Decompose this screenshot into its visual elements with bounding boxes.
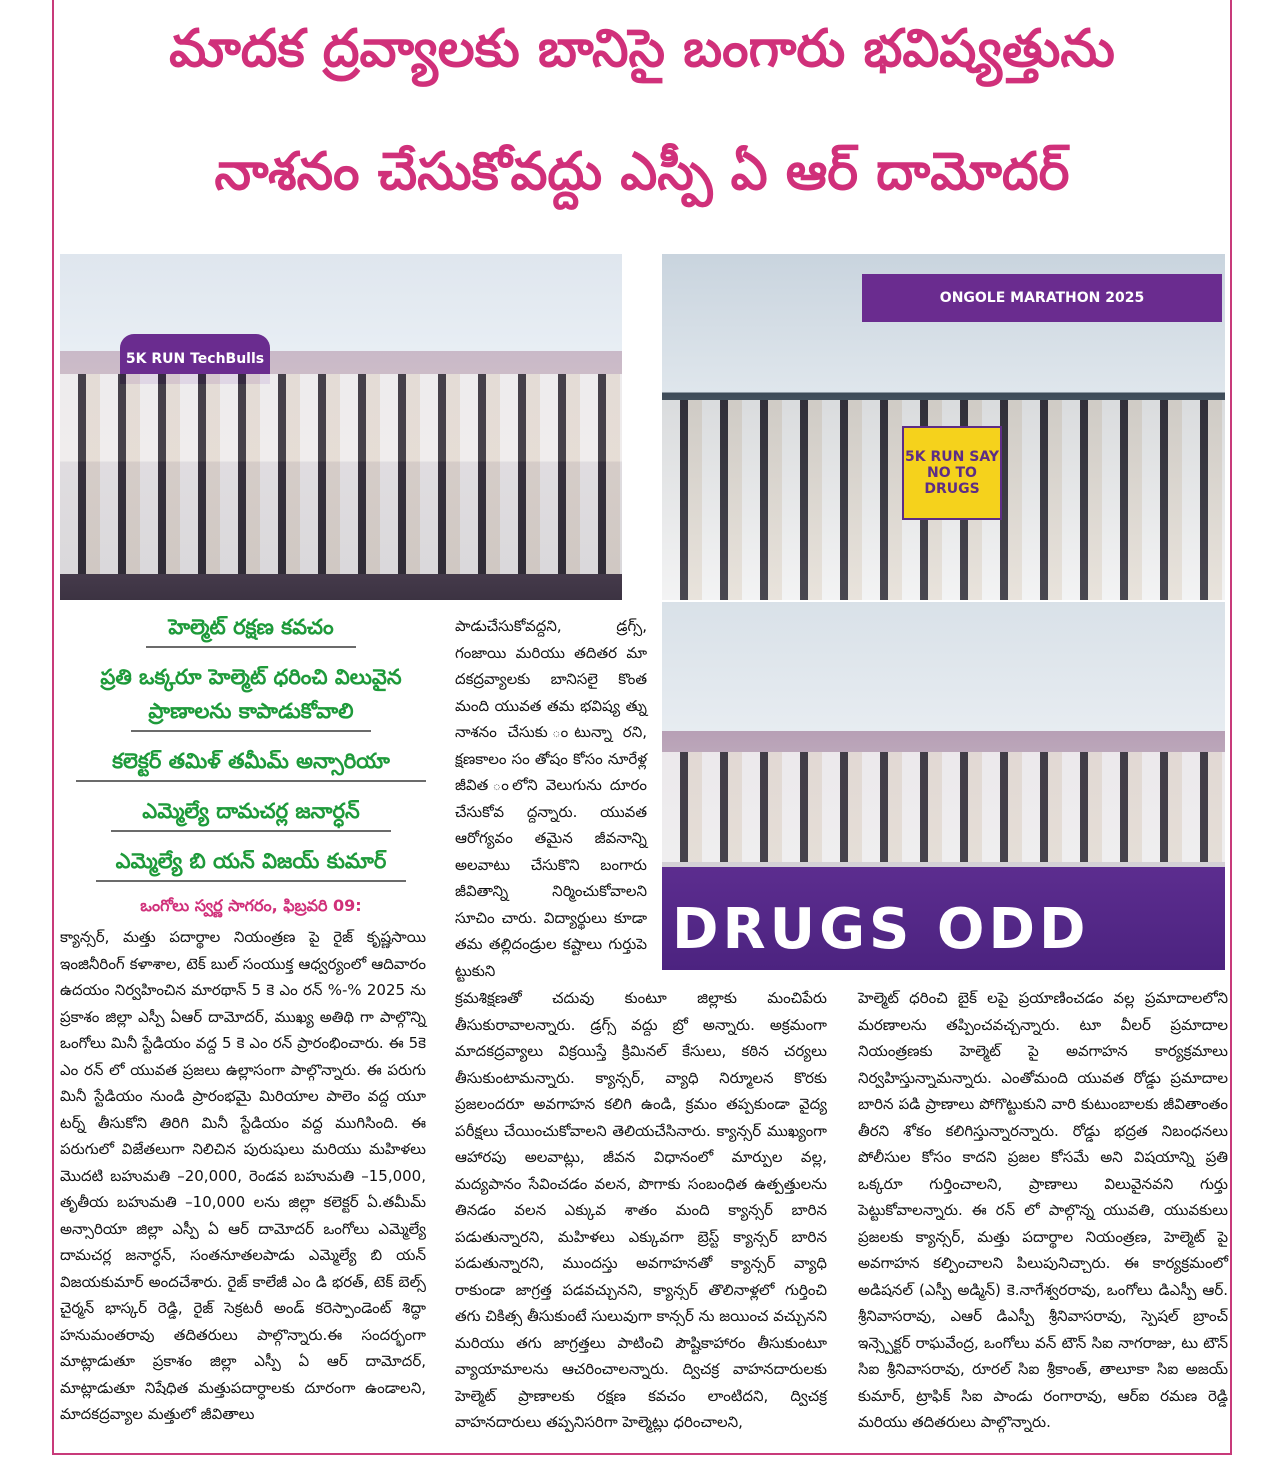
subheading-6: ఎమ్మెల్యే బి యన్ విజయ్ కుమార్ (96, 846, 406, 882)
photo3-banner-text: DRUGS ODD (672, 897, 1090, 962)
photo1-banner: 5K RUN TechBulls (120, 334, 270, 384)
subheading-4: కలెక్టర్ తమిళ్ తమీమ్ అన్సారియా (76, 746, 426, 782)
photo2-sign: 5K RUN SAY NO TO DRUGS (902, 426, 1002, 520)
article-column-1: క్యాన్సర్, మత్తు పదార్థాల నియంత్రణ పై రైజ్ కృష్ణసాయి ఇంజినీరింగ్ కళాశాల, టెక్ బుల్ సంయుక్త ఆధ్వర్యంలో ఆదివారం ఉదయం నిర్వహించిన మారథాన్ 5 కె ఎం రన్ %-% 2025 ను ప్రకాశం జిల్లా ఎస్పీ ఏఆర్ దామోదర్, ముఖ్య అతిథి గా పాల్గొన్ని ఒంగోలు మినీ స్టేడియం వద్ద 5 కె ఎం రన్ ప్రారంభించారు. ఈ 5కె ఎం రన్ లో యువత ప్రజలు ఉల్లాసంగా పాల్గొన్నారు. ఈ పరుగు మినీ స్టేడియం నుండి ప్రారంభమై మిరియాల పాలెం వద్ద యూ టర్న్ తీసుకోని తిరిగి మినీ స్టేడియం వద్ద ముగిసింది. ఈ పరుగులో విజేతలుగా నిలిచిన పురుషులు మరియు మహిళలు మొదటి బహుమతి –20,000, రెండవ బహుమతి –15,000, తృతీయ బహుమతి –10,000 లను జిల్లా కలెక్టర్ ఏ.తమీమ్ అన్సారియా జిల్లా ఎస్పీ ఏ ఆర్ దామోదర్ ఒంగోలు ఎమ్మెల్యే దామచర్ల జనార్ధన్, సంతనూతలపాడు ఎమ్మెల్యే బి యన్ విజయకుమార్ అందచేశారు. రైజ్ కాలేజీ ఎం డి భరత్, టెక్ బెల్స్ చైర్మన్ భాస్కర్ రెడ్డి, రైజ్ సెక్రటరీ అండ్ కరెస్పాండెంట్ శిద్ధా హనుమంతరావు తదితరులు పాల్గొన్నారు.ఈ సందర్భంగా మాట్లాడుతూ ప్రకాశం జిల్లా ఎస్పీ ఏ ఆర్ దామోదర్, మాట్లాడుతూ నిషేధిత మత్తుపదార్ధాలకు దూరంగా ఉండాలని, మాదకద్రవ్యాల మత్తులో జీవితాలు (60, 928, 426, 1423)
subheading-5: ఎమ్మెల్యే దామచర్ల జనార్ధన్ (111, 796, 391, 832)
photo3-people (662, 752, 1225, 862)
subheading-2: ప్రతి ఒక్కరూ హెల్మెట్ ధరించి విలువైన (100, 665, 402, 689)
photo-marathon-crowd (662, 254, 1225, 600)
dateline: ఒంగోలు స్వర్ణ సాగరం, ఫిబ్రవరి 09: (140, 896, 362, 915)
headline-line-1: మాదక ద్రవ్యాలకు బానిసై బంగారు భవిష్యత్తును (169, 19, 1115, 79)
subheading-1: హెల్మెట్ రక్షణ కవచం (146, 612, 356, 648)
subheadings (60, 612, 442, 919)
article-column-2-top: పాడుచేసుకోవద్దని, డ్రగ్స్, గంజాయి మరియు తదితర మా దకద్రవ్యాలకు బానిసలై కొంత మంది యువత తమ భవిష్య త్ను నాశనం చేసుకు ంటున్నా రని, క్షణకాలం సం తోషం కోసం నూరేళ్ల జీవిత ంలోని వెలుగును దూరం చేసుకోవ ద్దన్నారు. యువత ఆరోగ్యవం తమైన జీవనాన్ని అలవాటు చేసుకొని బంగారు జీవితాన్ని నిర్మించుకోవాలని సూచిం చారు. విద్యార్థులు కూడా తమ తల్లిదండ్రుల కష్టాలు గుర్తుపె ట్టుకుని (455, 617, 647, 980)
article-column-3: హెల్మెట్ ధరించి బైక్ లపై ప్రయాణించడం వల్ల ప్రమాదాలలోని మరణాలను తప్పించవచ్చన్నారు. టూ వీలర్ ప్రమాదాల నియంత్రణకు హెల్మెట్ పై అవగాహన కార్యక్రమాలు నిర్వహిస్తున్నామన్నారు. ఎంతోమంది యువత రోడ్డు ప్రమాదాల బారిన పడి ప్రాణాలు పోగొట్టుకుని వారి కుటుంబాలకు జీవితాంతం తీరని శోకం కలిగిస్తున్నారన్నారు. రోడ్డు భద్రత నిబంధనలు పోలీసుల కోసం కాదని ప్రజల కోసమే అని విషయాన్ని ప్రతి ఒక్కరూ గుర్తించాలని, ప్రాణాలు విలువైనవని గుర్తు పెట్టుకోవాలన్నారు. ఈ రన్ లో పాల్గొన్న యువతి, యువకులు ప్రజలకు క్యాన్సర్, మత్తు పదార్థాల నియంత్రణ, హెల్మెట్ పై అవగాహన కల్పించాలని పిలుపునిచ్చారు. ఈ కార్యక్రమంలో అడిషనల్ (ఎస్పీ అడ్మిన్) కె.నాగేశ్వరరావు, ఒంగోలు డిఎస్పీ ఆర్. శ్రీనివాసరావు, ఎఆర్ డిఎస్పీ శ్రీనివాసరావు, స్పెషల్ బ్రాంచ్ ఇన్స్పెక్టర్ రాఘవేంద్ర, ఒంగోలు వన్ టౌన్ సిఐ నాగరాజు, టు టౌన్ సిఐ శ్రీనివాసరావు, రూరల్ సిఐ శ్రీకాంత్, తాలూకా సిఐ అజయ్ కుమార్, ట్రాఫిక్ సిఐ పాండు రంగారావు, ఆర్ఐ రమణ రెడ్డి మరియు తదితరులు పాల్గొన్నారు. (858, 989, 1228, 1431)
photo2-arch: ONGOLE MARATHON 2025 (862, 274, 1222, 322)
photo1-people (60, 374, 622, 574)
photo-helmet-distribution (60, 254, 622, 600)
headline-line-2: నాశనం చేసుకోవద్దు ఎస్పీ ఏ ఆర్ దామోదర్ (214, 142, 1070, 202)
article-column-2-bottom: క్రమశిక్షణతో చదువు కుంటూ జిల్లాకు మంచిపేరు తీసుకురావాలన్నారు. డ్రగ్స్ వద్దు బ్రో అన్నారు. అక్రమంగా మాదకద్రవ్యాలు విక్రయిస్తే క్రిమినల్ కేసులు, కఠిన చర్యలు తీసుకుంటామన్నారు. క్యాన్సర్, వ్యాధి నిర్మూలన కొరకు ప్రజలందరూ అవగాహన కలిగి ఉండి, క్రమం తప్పకుండా వైద్య పరీక్షలు చేయించుకోవాలని తెలియచేసినారు. క్యాన్సర్ ముఖ్యంగా ఆహారపు అలవాట్లు, జీవన విధానంలో మార్పుల వల్ల, మద్యపానం సేవించడం వలన, పొగాకు సంబంధిత ఉత్పత్తులను తినడం వలన ఎక్కువ శాతం మంది క్యాన్సర్ బారిన పడుతున్నారని, మహిళలు ఎక్కువగా బ్రెస్ట్ క్యాన్సర్ బారిన పడుతున్నారని, ముందస్తు అవగాహనతో క్యాన్సర్ వ్యాధి రాకుండా జాగ్రత్త పడవచ్చునని, క్యాన్సర్ తొలినాళ్లలో గుర్తించి తగు చికిత్స తీసుకుంటే సులువుగా కాన్సర్ ను జయించ వచ్చునని మరియు తగు జాగ్రత్తలు పాటించి పౌష్టికాహారం తీసుకుంటూ వ్యాయామాలను ఆచరించాలన్నారు. ద్విచక్ర వాహనదారులకు హెల్మెట్ ప్రాణాలకు రక్షణ కవచం లాంటిదని, ద్విచక్ర వాహనదారులు తప్పనిసరిగా హెల్మెట్లు ధరించాలని, (455, 989, 827, 1431)
subheading-3: ప్రాణాలను కాపాడుకోవాలి (131, 696, 371, 732)
photo-prize-distribution (662, 602, 1225, 970)
